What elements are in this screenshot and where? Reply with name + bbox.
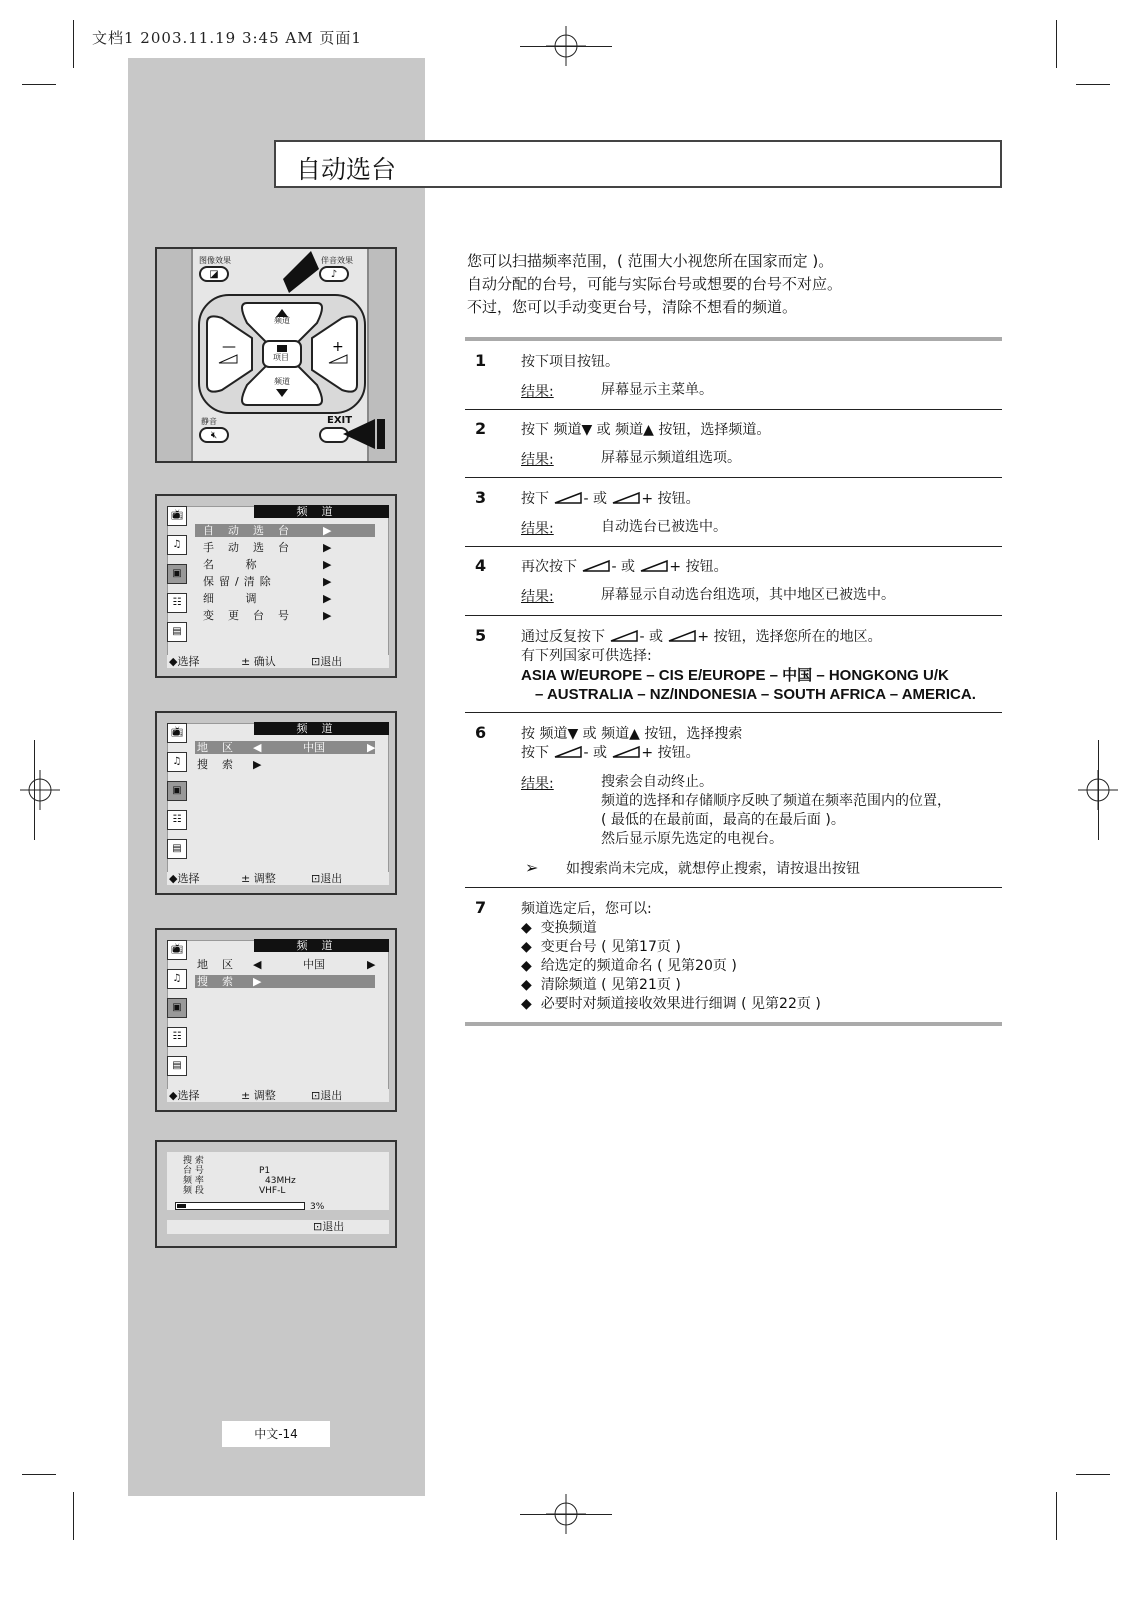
crop-mark (1056, 20, 1057, 68)
result-label: 结果: (521, 521, 554, 537)
title-box (274, 140, 1002, 188)
page-number: 中文-14 (222, 1421, 330, 1447)
list-item: ◆ 必要时对频道接收效果进行细调 ( 见第22页 ) (521, 996, 821, 1012)
mute-button[interactable]: 🔇︎ (199, 427, 229, 443)
frequency-value: 43MHz (265, 1176, 296, 1186)
step-text: 通过反复按下 - 或 + 按钮，选择您所在的地区。 (521, 629, 882, 645)
search-progress-fill (177, 1204, 186, 1208)
frequency-label: 频 率 (183, 1176, 204, 1186)
result-text: 屏幕显示频道组选项。 (601, 450, 741, 466)
channel-menu-icon: ▣ (167, 781, 187, 801)
menu-label: 项目 (273, 353, 289, 362)
menu-icons (167, 940, 187, 1085)
channel-menu-icon: ▣ (167, 998, 187, 1018)
volume-down-icon (553, 745, 583, 759)
section-rule (465, 1022, 1002, 1026)
pointer-arrow-icon (281, 249, 321, 295)
step-text: 按下 - 或 + 按钮。 (521, 491, 700, 507)
osd-menu-auto-store-region (155, 711, 397, 895)
menu-footer: ◆选择 ± 调整 ⊡退出 (167, 1089, 389, 1102)
step-number: 3 (475, 488, 487, 507)
crop-mark (22, 1474, 56, 1475)
country-list: – AUSTRALIA – NZ/INDONESIA – SOUTH AFRICA – AMERICA. (535, 686, 976, 703)
crop-mark (22, 84, 56, 85)
menu-footer: ◆选择 ± 调整 ⊡退出 (167, 872, 389, 885)
step-divider (465, 887, 1002, 888)
step-divider (465, 546, 1002, 547)
setup-menu-icon: ▤ (167, 622, 187, 642)
program-value: P1 (259, 1166, 271, 1176)
step-number: 6 (475, 723, 487, 742)
volume-up-icon (667, 629, 697, 643)
menu-item-manual-store[interactable]: 手动选台 ▶ (203, 541, 332, 554)
result-label: 结果: (521, 776, 554, 792)
crop-mark (1076, 1474, 1110, 1475)
picture-menu-icon: 📺︎ (167, 723, 187, 743)
crop-mark (1098, 740, 1099, 840)
menu-icons (167, 506, 187, 651)
bullet-icon: ◆ (521, 958, 532, 974)
picture-effect-button[interactable]: ◪ (199, 266, 229, 282)
crop-mark (520, 1514, 612, 1515)
list-item: ◆ 变更台号 ( 见第17页 ) (521, 939, 681, 955)
search-heading: 搜 索 (183, 1156, 204, 1166)
setup-menu-icon: ▤ (167, 839, 187, 859)
volume-up-icon (611, 745, 641, 759)
step-divider (465, 477, 1002, 478)
channel-up-label: 频道 (274, 316, 290, 325)
function-menu-icon: ☷ (167, 1027, 187, 1047)
menu-title: 频道 (254, 722, 389, 735)
picture-effect-label: 图像效果 (199, 256, 231, 265)
picture-menu-icon: 📺︎ (167, 506, 187, 526)
note-text: 如搜索尚未完成，就想停止搜索，请按退出按钮 (566, 861, 860, 877)
setup-menu-icon: ▤ (167, 1056, 187, 1076)
mute-label: 静音 (201, 417, 217, 426)
print-header: 文档1 2003.11.19 3:45 AM 页面1 (92, 29, 362, 47)
registration-mark-icon (20, 770, 60, 810)
function-menu-icon: ☷ (167, 593, 187, 613)
band-value: VHF-L (259, 1186, 286, 1196)
menu-footer: ◆选择 ± 确认 ⊡退出 (167, 655, 389, 668)
picture-menu-icon: 📺︎ (167, 940, 187, 960)
result-label: 结果: (521, 452, 554, 468)
step-text: 按下 - 或 + 按钮。 (521, 745, 700, 761)
step-divider (465, 615, 1002, 616)
step-text: 按下 频道▼ 或 频道▲ 按钮，选择频道。 (521, 422, 771, 438)
step-number: 5 (475, 626, 487, 645)
intro-text: 您可以扫描频率范围，( 范围大小视您所在国家而定 )。 自动分配的台号，可能与实际台号或想要的台号不对应。 不过，您可以手动变更台号，清除不想看的频道。 (467, 252, 843, 316)
osd-menu-channel (155, 494, 397, 678)
svg-text:—: — (222, 339, 236, 355)
list-item: ◆ 清除频道 ( 见第21页 ) (521, 977, 681, 993)
volume-down-icon (609, 629, 639, 643)
crop-mark (1076, 84, 1110, 85)
menu-item-search[interactable]: 搜索 ▶ (195, 975, 375, 988)
list-item: ◆ 变换频道 (521, 920, 597, 936)
list-item: ◆ 给选定的频道命名 ( 见第20页 ) (521, 958, 737, 974)
bullet-icon: ◆ (521, 996, 532, 1012)
band-label: 频 段 (183, 1186, 204, 1196)
step-number: 2 (475, 419, 487, 438)
result-text: 屏幕显示自动选台组选项，其中地区已被选中。 (601, 587, 895, 603)
bullet-icon: ◆ (521, 977, 532, 993)
step-text: 再次按下 - 或 + 按钮。 (521, 559, 728, 575)
volume-down-icon (553, 491, 583, 505)
crop-mark (1056, 1492, 1057, 1540)
crop-mark (73, 1492, 74, 1540)
step-number: 4 (475, 556, 487, 575)
volume-up-icon (611, 491, 641, 505)
step-divider (465, 712, 1002, 713)
sound-menu-icon: ♫ (167, 535, 187, 555)
osd-search-progress (155, 1140, 397, 1248)
result-text: 频道的选择和存储顺序反映了频道在频率范围内的位置， (601, 793, 951, 809)
search-progress-bar (175, 1202, 305, 1210)
program-label: 台 号 (183, 1166, 204, 1176)
crop-mark (520, 46, 612, 47)
menu-item-region[interactable]: 地区 ◀ 中国 ▶ (197, 741, 376, 754)
channel-menu-icon: ▣ (167, 564, 187, 584)
step-divider (465, 409, 1002, 410)
function-menu-icon: ☷ (167, 810, 187, 830)
menu-title: 频道 (254, 505, 389, 518)
volume-up-icon (639, 559, 669, 573)
step-text: 按下项目按钮。 (521, 354, 619, 370)
country-list: ASIA W/EUROPE – CIS E/EUROPE – 中国 – HONGKONG U/K (521, 667, 949, 684)
menu-item-search[interactable]: 搜索 ▶ (197, 758, 262, 771)
step-text: 频道选定后，您可以: (521, 901, 652, 917)
bullet-icon: ◆ (521, 939, 532, 955)
search-footer (167, 1220, 389, 1234)
menu-icons (167, 723, 187, 868)
crop-mark (73, 20, 74, 68)
menu-item-fine-tune[interactable]: 细 调 ▶ (203, 592, 332, 605)
menu-item-auto-store[interactable]: 自动选台 ▶ (195, 524, 375, 537)
crop-mark (34, 740, 35, 840)
page-title: 自动选台 (296, 155, 397, 184)
result-label: 结果: (521, 384, 554, 400)
result-text: 自动选台已被选中。 (601, 519, 727, 535)
menu-item-add-erase[interactable]: 保留/清除 ▶ (203, 575, 332, 588)
result-label: 结果: (521, 589, 554, 605)
menu-item-name[interactable]: 名 称 ▶ (203, 558, 332, 571)
sound-menu-icon: ♫ (167, 752, 187, 772)
exit-pointer-arrow-icon (343, 417, 393, 451)
result-text: ( 最低的在最前面，最高的在最后面 )。 (601, 812, 845, 828)
svg-text:+: + (332, 339, 344, 355)
sound-menu-icon: ♫ (167, 969, 187, 989)
step-number: 1 (475, 351, 487, 370)
menu-title: 频道 (254, 939, 389, 952)
remote-illustration (155, 247, 397, 463)
search-progress-text: 3% (310, 1202, 325, 1212)
result-text: 然后显示原先选定的电视台。 (601, 831, 783, 847)
step-text: 按 频道▼ 或 频道▲ 按钮，选择搜索 (521, 726, 743, 742)
result-text: 屏幕显示主菜单。 (601, 382, 713, 398)
note-arrow-icon: ➢ (525, 858, 539, 877)
sound-effect-button[interactable]: ♪ (319, 266, 349, 282)
menu-item-region[interactable]: 地区 ◀ 中国 ▶ (197, 958, 376, 971)
volume-down-icon (581, 559, 611, 573)
step-text: 有下列国家可供选择: (521, 648, 652, 664)
exit-hint: ⊡退出 (313, 1220, 345, 1233)
section-rule (465, 337, 1002, 341)
channel-down-label: 频道 (274, 377, 290, 386)
menu-item-sort[interactable]: 变更台号 ▶ (203, 609, 332, 622)
osd-menu-auto-store-search (155, 928, 397, 1112)
bullet-icon: ◆ (521, 920, 532, 936)
exit-label: EXIT (327, 415, 353, 426)
step-number: 7 (475, 898, 487, 917)
sound-effect-label: 伴音效果 (321, 256, 353, 265)
result-text: 搜索会自动终止。 (601, 774, 713, 790)
